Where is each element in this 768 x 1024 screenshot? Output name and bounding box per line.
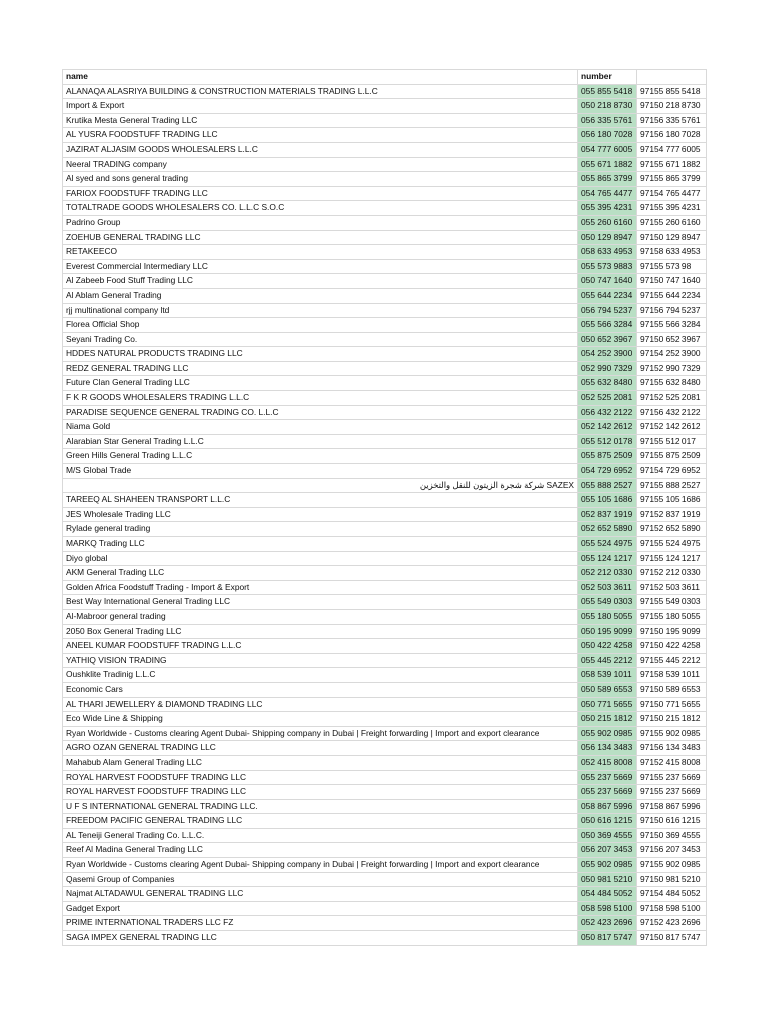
table-row bbox=[63, 580, 707, 595]
intl-number-cell[interactable]: 97152 415 8008 bbox=[637, 755, 707, 770]
name-cell[interactable]: Neeral TRADING company bbox=[63, 157, 578, 172]
number-cell[interactable]: 050 771 5655 bbox=[578, 697, 637, 712]
table-row bbox=[63, 332, 707, 347]
name-cell[interactable]: YATHIQ VISION TRADING bbox=[63, 653, 578, 668]
name-cell[interactable]: ANEEL KUMAR FOODSTUFF TRADING L.L.C bbox=[63, 639, 578, 654]
intl-number-cell[interactable]: 97150 817 5747 bbox=[637, 931, 707, 946]
number-cell[interactable]: 056 207 3453 bbox=[578, 843, 637, 858]
table-row bbox=[63, 449, 707, 464]
number-cell[interactable]: 055 395 4231 bbox=[578, 201, 637, 216]
header-number[interactable]: number bbox=[578, 70, 637, 85]
table-row bbox=[63, 624, 707, 639]
intl-number-cell[interactable]: 97155 237 5669 bbox=[637, 785, 707, 800]
table-row bbox=[63, 814, 707, 829]
name-cell[interactable]: Alarabian Star General Trading L.L.C bbox=[63, 434, 578, 449]
number-cell[interactable]: 054 729 6952 bbox=[578, 464, 637, 479]
name-cell[interactable]: F K R GOODS WHOLESALERS TRADING L.L.C bbox=[63, 391, 578, 406]
number-cell[interactable]: 055 260 6160 bbox=[578, 215, 637, 230]
table-row bbox=[63, 478, 707, 493]
number-cell[interactable]: 050 616 1215 bbox=[578, 814, 637, 829]
number-cell[interactable]: 058 539 1011 bbox=[578, 668, 637, 683]
table-row bbox=[63, 142, 707, 157]
table-row bbox=[63, 551, 707, 566]
intl-number-cell[interactable]: 97158 598 5100 bbox=[637, 901, 707, 916]
table-row bbox=[63, 303, 707, 318]
table-row bbox=[63, 259, 707, 274]
intl-number-cell[interactable]: 97155 888 2527 bbox=[637, 478, 707, 493]
number-cell[interactable]: 050 747 1640 bbox=[578, 274, 637, 289]
name-cell[interactable]: Krutika Mesta General Trading LLC bbox=[63, 113, 578, 128]
intl-number-cell[interactable]: 97154 777 6005 bbox=[637, 142, 707, 157]
intl-number-cell[interactable]: 97154 252 3900 bbox=[637, 347, 707, 362]
table-row bbox=[63, 785, 707, 800]
number-cell[interactable]: 055 902 0985 bbox=[578, 726, 637, 741]
intl-number-cell[interactable]: 97155 573 98 bbox=[637, 259, 707, 274]
contacts-table bbox=[62, 69, 707, 946]
name-cell[interactable]: Ryan Worldwide - Customs clearing Agent Dubai- Shipping company in Dubai | Freight forwarding | Import and export clearance bbox=[63, 858, 578, 873]
table-row bbox=[63, 843, 707, 858]
table-row bbox=[63, 931, 707, 946]
table-row bbox=[63, 405, 707, 420]
name-cell[interactable]: REDZ GENERAL TRADING LLC bbox=[63, 361, 578, 376]
name-cell[interactable]: Seyani Trading Co. bbox=[63, 332, 578, 347]
number-cell[interactable]: 050 195 9099 bbox=[578, 624, 637, 639]
intl-number-cell[interactable]: 97150 747 1640 bbox=[637, 274, 707, 289]
intl-number-cell[interactable]: 97152 423 2696 bbox=[637, 916, 707, 931]
name-cell[interactable]: Mahabub Alam General Trading LLC bbox=[63, 755, 578, 770]
intl-number-cell[interactable]: 97155 671 1882 bbox=[637, 157, 707, 172]
intl-number-cell[interactable]: 97152 837 1919 bbox=[637, 507, 707, 522]
name-cell[interactable]: ROYAL HARVEST FOODSTUFF TRADING LLC bbox=[63, 785, 578, 800]
table-row bbox=[63, 639, 707, 654]
table-row bbox=[63, 157, 707, 172]
intl-number-cell[interactable]: 97155 395 4231 bbox=[637, 201, 707, 216]
number-cell[interactable]: 055 566 3284 bbox=[578, 318, 637, 333]
number-cell[interactable]: 055 512 0178 bbox=[578, 434, 637, 449]
number-cell[interactable]: 050 218 8730 bbox=[578, 99, 637, 114]
number-cell[interactable]: 055 644 2234 bbox=[578, 288, 637, 303]
name-cell[interactable]: Rylade general trading bbox=[63, 522, 578, 537]
header-row bbox=[63, 70, 707, 85]
intl-number-cell[interactable]: 97156 180 7028 bbox=[637, 128, 707, 143]
name-cell[interactable]: Al-Mabroor general trading bbox=[63, 609, 578, 624]
number-cell[interactable]: 055 888 2527 bbox=[578, 478, 637, 493]
name-cell[interactable]: JES Wholesale Trading LLC bbox=[63, 507, 578, 522]
number-cell[interactable]: 055 632 8480 bbox=[578, 376, 637, 391]
name-cell[interactable]: AKM General Trading LLC bbox=[63, 566, 578, 581]
table-row bbox=[63, 682, 707, 697]
number-cell[interactable]: 056 432 2122 bbox=[578, 405, 637, 420]
intl-number-cell[interactable]: 97155 632 8480 bbox=[637, 376, 707, 391]
name-cell[interactable]: AL THARI JEWELLERY & DIAMOND TRADING LLC bbox=[63, 697, 578, 712]
table-row bbox=[63, 391, 707, 406]
intl-number-cell[interactable]: 97154 729 6952 bbox=[637, 464, 707, 479]
intl-number-cell[interactable]: 97155 260 6160 bbox=[637, 215, 707, 230]
number-cell[interactable]: 055 549 0303 bbox=[578, 595, 637, 610]
name-cell[interactable]: Niama Gold bbox=[63, 420, 578, 435]
number-cell[interactable]: 058 633 4953 bbox=[578, 245, 637, 260]
name-cell[interactable]: Gadget Export bbox=[63, 901, 578, 916]
intl-number-cell[interactable]: 97150 195 9099 bbox=[637, 624, 707, 639]
number-cell[interactable]: 052 990 7329 bbox=[578, 361, 637, 376]
name-cell[interactable]: Reef Al Madina General Trading LLC bbox=[63, 843, 578, 858]
table-row bbox=[63, 128, 707, 143]
name-cell[interactable]: PARADISE SEQUENCE GENERAL TRADING CO. L.L.C bbox=[63, 405, 578, 420]
name-cell[interactable]: JAZIRAT ALJASIM GOODS WHOLESALERS L.L.C bbox=[63, 142, 578, 157]
table-row bbox=[63, 653, 707, 668]
name-cell[interactable]: Eco Wide Line & Shipping bbox=[63, 712, 578, 727]
table-row bbox=[63, 507, 707, 522]
table-row bbox=[63, 712, 707, 727]
intl-number-cell[interactable]: 97152 142 2612 bbox=[637, 420, 707, 435]
table-row bbox=[63, 726, 707, 741]
table-row bbox=[63, 755, 707, 770]
table-row bbox=[63, 566, 707, 581]
table-row bbox=[63, 274, 707, 289]
name-cell[interactable]: U F S INTERNATIONAL GENERAL TRADING LLC. bbox=[63, 799, 578, 814]
number-cell[interactable]: 056 335 5761 bbox=[578, 113, 637, 128]
table-row bbox=[63, 84, 707, 99]
table-row bbox=[63, 741, 707, 756]
name-cell[interactable]: Al Ablam General Trading bbox=[63, 288, 578, 303]
intl-number-cell[interactable]: 97155 512 017 bbox=[637, 434, 707, 449]
name-cell[interactable]: Qasemi Group of Companies bbox=[63, 872, 578, 887]
name-cell[interactable]: FARIOX FOODSTUFF TRADING LLC bbox=[63, 186, 578, 201]
number-cell[interactable]: 055 524 4975 bbox=[578, 537, 637, 552]
name-cell[interactable]: Import & Export bbox=[63, 99, 578, 114]
intl-number-cell[interactable]: 97156 134 3483 bbox=[637, 741, 707, 756]
table-row bbox=[63, 872, 707, 887]
header-extra[interactable] bbox=[637, 70, 707, 85]
intl-number-cell[interactable]: 97155 237 5669 bbox=[637, 770, 707, 785]
table-row bbox=[63, 186, 707, 201]
number-cell[interactable]: 052 423 2696 bbox=[578, 916, 637, 931]
name-cell[interactable]: MARKQ Trading LLC bbox=[63, 537, 578, 552]
number-cell[interactable]: 055 671 1882 bbox=[578, 157, 637, 172]
number-cell[interactable]: 055 875 2509 bbox=[578, 449, 637, 464]
name-cell[interactable]: rjj multinational company ltd bbox=[63, 303, 578, 318]
name-cell[interactable]: PRIME INTERNATIONAL TRADERS LLC FZ bbox=[63, 916, 578, 931]
intl-number-cell[interactable]: 97158 633 4953 bbox=[637, 245, 707, 260]
table-row bbox=[63, 887, 707, 902]
table-row bbox=[63, 113, 707, 128]
number-cell[interactable]: 055 237 5669 bbox=[578, 785, 637, 800]
name-cell[interactable]: Green Hills General Trading L.L.C bbox=[63, 449, 578, 464]
intl-number-cell[interactable]: 97150 616 1215 bbox=[637, 814, 707, 829]
number-cell[interactable]: 054 252 3900 bbox=[578, 347, 637, 362]
table-row bbox=[63, 595, 707, 610]
intl-number-cell[interactable]: 97155 855 5418 bbox=[637, 84, 707, 99]
table-row bbox=[63, 537, 707, 552]
number-cell[interactable]: 050 215 1812 bbox=[578, 712, 637, 727]
table-row bbox=[63, 668, 707, 683]
table-row bbox=[63, 828, 707, 843]
intl-number-cell[interactable]: 97154 484 5052 bbox=[637, 887, 707, 902]
number-cell[interactable]: 054 777 6005 bbox=[578, 142, 637, 157]
number-cell[interactable]: 055 105 1686 bbox=[578, 493, 637, 508]
intl-number-cell[interactable]: 97155 524 4975 bbox=[637, 537, 707, 552]
intl-number-cell[interactable]: 97150 652 3967 bbox=[637, 332, 707, 347]
intl-number-cell[interactable]: 97158 867 5996 bbox=[637, 799, 707, 814]
intl-number-cell[interactable]: 97155 445 2212 bbox=[637, 653, 707, 668]
name-cell[interactable]: Al Zabeeb Food Stuff Trading LLC bbox=[63, 274, 578, 289]
number-cell[interactable]: 052 212 0330 bbox=[578, 566, 637, 581]
intl-number-cell[interactable]: 97152 212 0330 bbox=[637, 566, 707, 581]
intl-number-cell[interactable]: 97150 215 1812 bbox=[637, 712, 707, 727]
number-cell[interactable]: 050 369 4555 bbox=[578, 828, 637, 843]
table-row bbox=[63, 697, 707, 712]
name-cell[interactable]: TOTALTRADE GOODS WHOLESALERS CO. L.L.C S.O.C bbox=[63, 201, 578, 216]
name-cell[interactable]: Economic Cars bbox=[63, 682, 578, 697]
number-cell[interactable]: 055 124 1217 bbox=[578, 551, 637, 566]
name-cell[interactable]: AL Teneiji General Trading Co. L.L.C. bbox=[63, 828, 578, 843]
intl-number-cell[interactable]: 97155 902 0985 bbox=[637, 726, 707, 741]
table-row bbox=[63, 288, 707, 303]
name-cell[interactable]: AGRO OZAN GENERAL TRADING LLC bbox=[63, 741, 578, 756]
table-row bbox=[63, 215, 707, 230]
number-cell[interactable]: 058 867 5996 bbox=[578, 799, 637, 814]
table-row bbox=[63, 434, 707, 449]
table-row bbox=[63, 522, 707, 537]
number-cell[interactable]: 052 415 8008 bbox=[578, 755, 637, 770]
name-cell[interactable]: SAGA IMPEX GENERAL TRADING LLC bbox=[63, 931, 578, 946]
intl-number-cell[interactable]: 97155 875 2509 bbox=[637, 449, 707, 464]
intl-number-cell[interactable]: 97155 865 3799 bbox=[637, 172, 707, 187]
name-cell[interactable]: AL YUSRA FOODSTUFF TRADING LLC bbox=[63, 128, 578, 143]
number-cell[interactable]: 056 134 3483 bbox=[578, 741, 637, 756]
number-cell[interactable]: 054 484 5052 bbox=[578, 887, 637, 902]
table-row bbox=[63, 770, 707, 785]
name-cell[interactable]: Best Way International General Trading LLC bbox=[63, 595, 578, 610]
name-cell[interactable]: Al syed and sons general trading bbox=[63, 172, 578, 187]
name-cell[interactable]: ALANAQA ALASRIYA BUILDING & CONSTRUCTION MATERIALS TRADING L.L.C bbox=[63, 84, 578, 99]
number-cell[interactable]: 055 573 9883 bbox=[578, 259, 637, 274]
table-row bbox=[63, 318, 707, 333]
number-cell[interactable]: 055 180 5055 bbox=[578, 609, 637, 624]
table-row bbox=[63, 493, 707, 508]
number-cell[interactable]: 050 652 3967 bbox=[578, 332, 637, 347]
table-row bbox=[63, 376, 707, 391]
number-cell[interactable]: 052 503 3611 bbox=[578, 580, 637, 595]
intl-number-cell[interactable]: 97150 129 8947 bbox=[637, 230, 707, 245]
number-cell[interactable]: 055 865 3799 bbox=[578, 172, 637, 187]
number-cell[interactable]: 058 598 5100 bbox=[578, 901, 637, 916]
table-row bbox=[63, 361, 707, 376]
intl-number-cell[interactable]: 97152 990 7329 bbox=[637, 361, 707, 376]
name-cell[interactable]: Padrino Group bbox=[63, 215, 578, 230]
name-cell[interactable]: Everest Commercial Intermediary LLC bbox=[63, 259, 578, 274]
number-cell[interactable]: 050 129 8947 bbox=[578, 230, 637, 245]
table-row bbox=[63, 99, 707, 114]
number-cell[interactable]: 055 902 0985 bbox=[578, 858, 637, 873]
name-cell[interactable]: FREEDOM PACIFIC GENERAL TRADING LLC bbox=[63, 814, 578, 829]
name-cell[interactable]: Ryan Worldwide - Customs clearing Agent Dubai- Shipping company in Dubai | Freight forwarding | Import and export clearance bbox=[63, 726, 578, 741]
name-cell[interactable]: ZOEHUB GENERAL TRADING LLC bbox=[63, 230, 578, 245]
contacts-table-body bbox=[63, 70, 707, 946]
number-cell[interactable]: 050 981 5210 bbox=[578, 872, 637, 887]
table-row bbox=[63, 230, 707, 245]
name-cell[interactable]: HDDES NATURAL PRODUCTS TRADING LLC bbox=[63, 347, 578, 362]
intl-number-cell[interactable]: 97154 765 4477 bbox=[637, 186, 707, 201]
number-cell[interactable]: 050 817 5747 bbox=[578, 931, 637, 946]
intl-number-cell[interactable]: 97150 218 8730 bbox=[637, 99, 707, 114]
name-cell[interactable]: Najmat ALTADAWUL GENERAL TRADING LLC bbox=[63, 887, 578, 902]
intl-number-cell[interactable]: 97152 525 2081 bbox=[637, 391, 707, 406]
intl-number-cell[interactable]: 97156 794 5237 bbox=[637, 303, 707, 318]
header-name[interactable]: name bbox=[63, 70, 578, 85]
table-row bbox=[63, 916, 707, 931]
name-cell[interactable]: Golden Africa Foodstuff Trading - Import & Export bbox=[63, 580, 578, 595]
name-cell[interactable]: Florea Official Shop bbox=[63, 318, 578, 333]
intl-number-cell[interactable]: 97156 207 3453 bbox=[637, 843, 707, 858]
number-cell[interactable]: 050 422 4258 bbox=[578, 639, 637, 654]
intl-number-cell[interactable]: 97152 503 3611 bbox=[637, 580, 707, 595]
number-cell[interactable]: 052 652 5890 bbox=[578, 522, 637, 537]
intl-number-cell[interactable]: 97150 422 4258 bbox=[637, 639, 707, 654]
table-row bbox=[63, 858, 707, 873]
number-cell[interactable]: 052 837 1919 bbox=[578, 507, 637, 522]
number-cell[interactable]: 055 855 5418 bbox=[578, 84, 637, 99]
intl-number-cell[interactable]: 97158 539 1011 bbox=[637, 668, 707, 683]
intl-number-cell[interactable]: 97155 644 2234 bbox=[637, 288, 707, 303]
table-row bbox=[63, 245, 707, 260]
name-cell[interactable]: Diyo global bbox=[63, 551, 578, 566]
intl-number-cell[interactable]: 97155 566 3284 bbox=[637, 318, 707, 333]
intl-number-cell[interactable]: 97150 369 4555 bbox=[637, 828, 707, 843]
name-cell[interactable]: M/S Global Trade bbox=[63, 464, 578, 479]
number-cell[interactable]: 056 794 5237 bbox=[578, 303, 637, 318]
name-cell[interactable]: Future Clan General Trading LLC bbox=[63, 376, 578, 391]
number-cell[interactable]: 052 525 2081 bbox=[578, 391, 637, 406]
name-cell[interactable]: RETAKEECO bbox=[63, 245, 578, 260]
table-row bbox=[63, 609, 707, 624]
name-cell[interactable]: Oushklite Tradinig L.L.C bbox=[63, 668, 578, 683]
table-row bbox=[63, 901, 707, 916]
number-cell[interactable]: 052 142 2612 bbox=[578, 420, 637, 435]
table-row bbox=[63, 172, 707, 187]
intl-number-cell[interactable]: 97155 549 0303 bbox=[637, 595, 707, 610]
intl-number-cell[interactable]: 97155 124 1217 bbox=[637, 551, 707, 566]
intl-number-cell[interactable]: 97150 589 6553 bbox=[637, 682, 707, 697]
intl-number-cell[interactable]: 97155 105 1686 bbox=[637, 493, 707, 508]
name-cell[interactable]: ROYAL HARVEST FOODSTUFF TRADING LLC bbox=[63, 770, 578, 785]
intl-number-cell[interactable]: 97155 902 0985 bbox=[637, 858, 707, 873]
number-cell[interactable]: 055 237 5669 bbox=[578, 770, 637, 785]
name-cell[interactable]: 2050 Box General Trading LLC bbox=[63, 624, 578, 639]
table-row bbox=[63, 420, 707, 435]
table-row bbox=[63, 799, 707, 814]
table-row bbox=[63, 464, 707, 479]
number-cell[interactable]: 054 765 4477 bbox=[578, 186, 637, 201]
intl-number-cell[interactable]: 97150 981 5210 bbox=[637, 872, 707, 887]
number-cell[interactable]: 056 180 7028 bbox=[578, 128, 637, 143]
number-cell[interactable]: 050 589 6553 bbox=[578, 682, 637, 697]
name-cell[interactable]: SAZEX شركة شجرة الزيتون للنقل والتخزين bbox=[63, 478, 578, 493]
table-row bbox=[63, 347, 707, 362]
intl-number-cell[interactable]: 97152 652 5890 bbox=[637, 522, 707, 537]
number-cell[interactable]: 055 445 2212 bbox=[578, 653, 637, 668]
table-row bbox=[63, 201, 707, 216]
intl-number-cell[interactable]: 97156 432 2122 bbox=[637, 405, 707, 420]
intl-number-cell[interactable]: 97155 180 5055 bbox=[637, 609, 707, 624]
name-cell[interactable]: TAREEQ AL SHAHEEN TRANSPORT L.L.C bbox=[63, 493, 578, 508]
intl-number-cell[interactable]: 97156 335 5761 bbox=[637, 113, 707, 128]
intl-number-cell[interactable]: 97150 771 5655 bbox=[637, 697, 707, 712]
